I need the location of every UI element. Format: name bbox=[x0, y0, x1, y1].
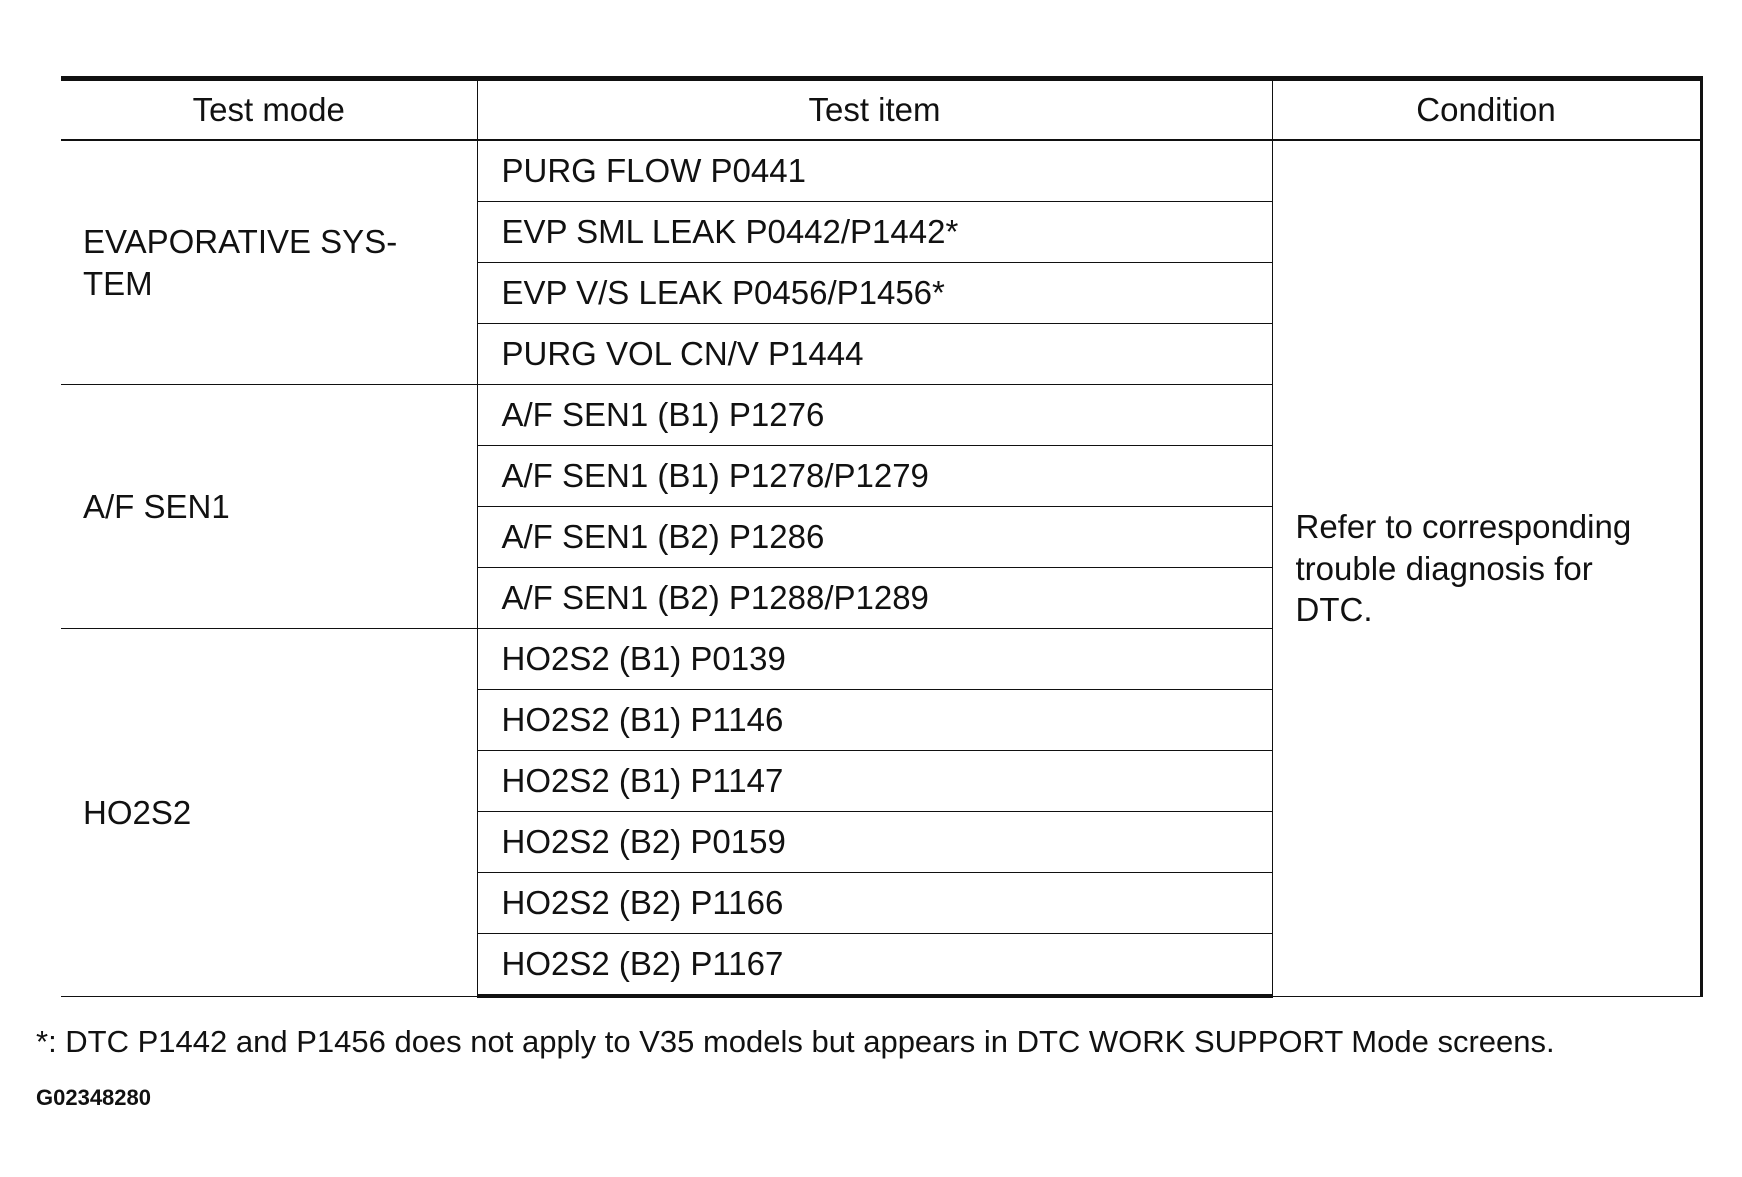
test-item: PURG VOL CN/V P1444 bbox=[477, 324, 1272, 385]
test-item: PURG FLOW P0441 bbox=[477, 140, 1272, 202]
figure-id: G02348280 bbox=[36, 1085, 151, 1110]
test-item: HO2S2 (B2) P0159 bbox=[477, 812, 1272, 873]
test-item: A/F SEN1 (B2) P1288/P1289 bbox=[477, 568, 1272, 629]
header-test-item: Test item bbox=[477, 79, 1272, 141]
table-header-row bbox=[61, 79, 1701, 141]
test-item: HO2S2 (B2) P1167 bbox=[477, 934, 1272, 997]
table-row bbox=[61, 140, 1701, 202]
test-item: EVP V/S LEAK P0456/P1456* bbox=[477, 263, 1272, 324]
test-item: HO2S2 (B1) P0139 bbox=[477, 629, 1272, 690]
footnote: *: DTC P1442 and P1456 does not apply to V35 models but appears in DTC WORK SUPPORT Mode screens. bbox=[36, 1024, 1555, 1059]
test-item: HO2S2 (B1) P1146 bbox=[477, 690, 1272, 751]
test-mode-evaporative-system: EVAPORATIVE SYS-TEM bbox=[61, 140, 477, 385]
test-item: HO2S2 (B2) P1166 bbox=[477, 873, 1272, 934]
condition-text: Refer to corresponding trouble diagnosis for DTC. bbox=[1272, 140, 1701, 996]
test-item: A/F SEN1 (B2) P1286 bbox=[477, 507, 1272, 568]
test-item: A/F SEN1 (B1) P1276 bbox=[477, 385, 1272, 446]
header-condition: Condition bbox=[1272, 79, 1701, 141]
dtc-work-support-table bbox=[61, 76, 1703, 998]
test-item: HO2S2 (B1) P1147 bbox=[477, 751, 1272, 812]
test-mode-ho2s2: HO2S2 bbox=[61, 629, 477, 997]
header-test-mode: Test mode bbox=[61, 79, 477, 141]
test-item: A/F SEN1 (B1) P1278/P1279 bbox=[477, 446, 1272, 507]
test-item: EVP SML LEAK P0442/P1442* bbox=[477, 202, 1272, 263]
test-mode-af-sen1: A/F SEN1 bbox=[61, 385, 477, 629]
